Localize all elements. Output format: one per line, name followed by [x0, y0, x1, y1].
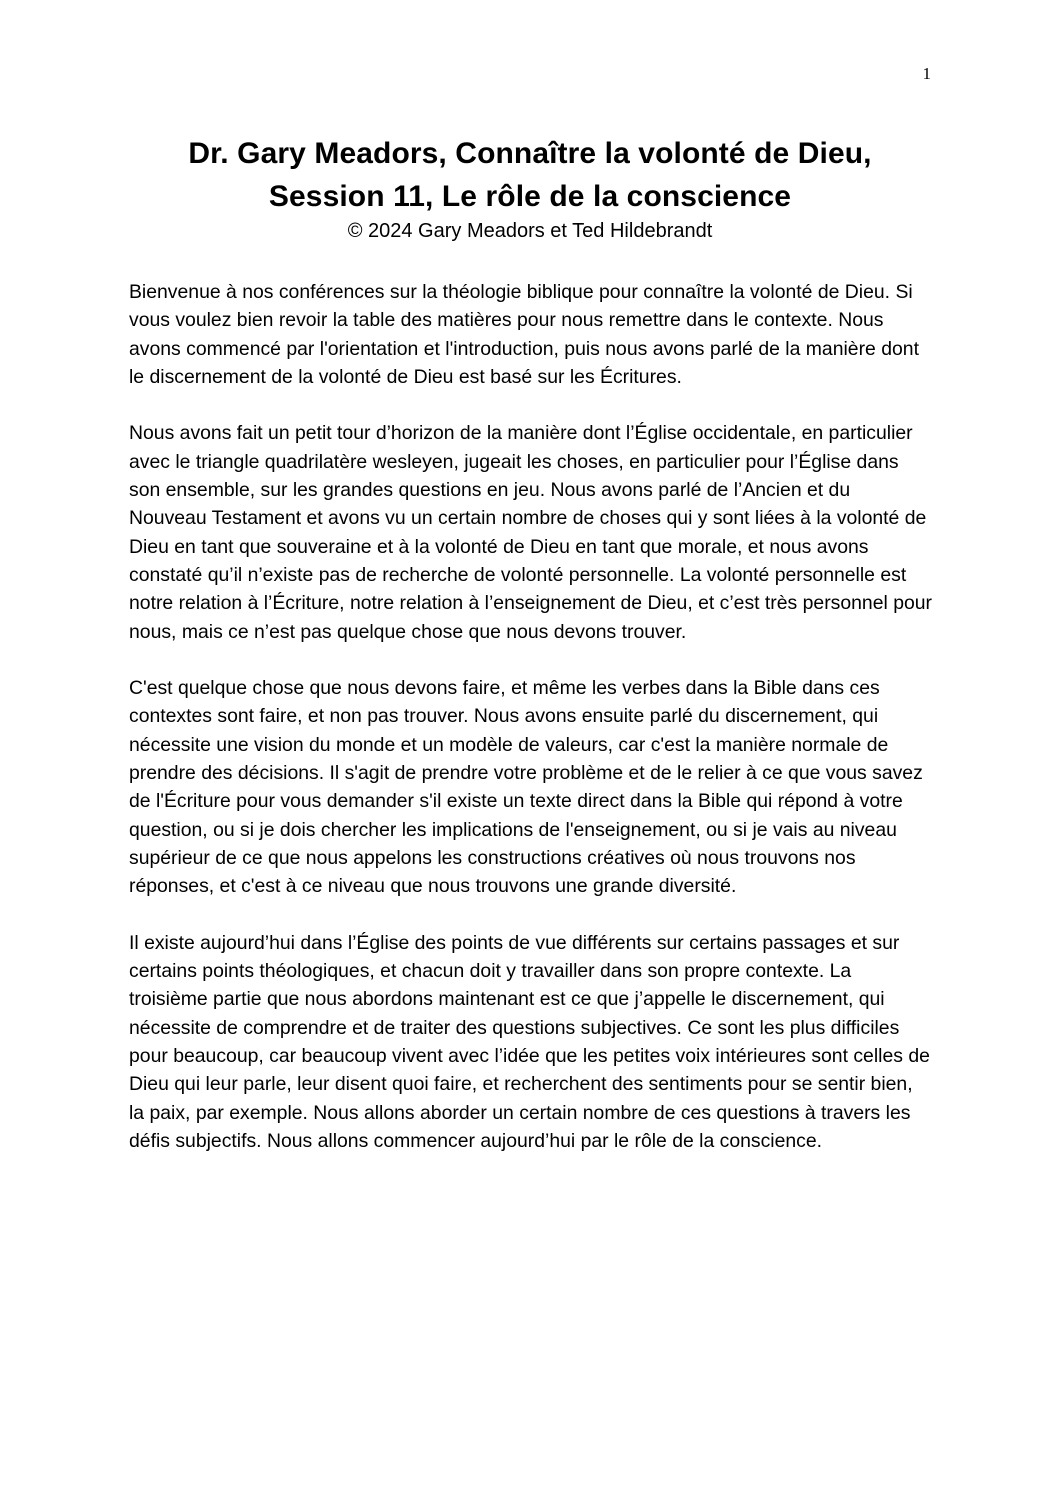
page-title-line-2: Session 11, Le rôle de la conscience — [268, 180, 792, 213]
paragraph-3: C'est quelque chose que nous devons faire, et même les verbes dans la Bible dans ces contextes sont faire, et non pas trouver. Nous avons ensuite parlé du discernement, qui nécessite une vision du monde et un modèle de valeurs, car c'est la manière normale de prendre des décisions. Il s'agit de prendre votre problème et de le relier à ce que vous savez de l'Écriture pour vous demander s'il existe un texte direct dans la Bible qui répond à votre question, ou si je dois chercher les implications de l'enseignement, ou si je vais au niveau supérieur de ce que nous appelons les constructions créatives où nous trouvons nos réponses, et c'est à ce niveau que nous trouvons une grande diversité. — [129, 677, 923, 898]
page-number: 1 — [922, 64, 931, 83]
title-block — [100, 132, 960, 244]
document-body — [129, 278, 932, 1184]
paragraph-4: Il existe aujourd’hui dans l’Église des points de vue différents sur certains passages et sur certains points théologiques, et chacun doit y travailler dans son propre contexte. La troisième partie que nous abordons maintenant est ce que j’appelle le discernement, qui nécessite de comprendre et de traiter des questions subjectives. Ce sont les plus difficiles pour beaucoup, car beaucoup vivent avec l’idée que les petites voix intérieures sont celles de Dieu qui leur parle, leur disent quoi faire, et recherchent des sentiments pour se sentir bien, la paix, par exemple. Nous allons aborder un certain nombre de ces questions à travers les défis subjectifs. Nous allons commencer aujourd’hui par le rôle de la conscience. — [129, 931, 930, 1152]
paragraph-1: Bienvenue à nos conférences sur la théologie biblique pour connaître la volonté de Dieu. Si vous voulez bien revoir la table des matières pour nous remettre dans le contexte. Nous avons commencé par l'orientation et l'introduction, puis nous avons parlé de la manière dont le discernement de la volonté de Dieu est basé sur les Écritures. — [129, 281, 919, 388]
paragraph-2: Nous avons fait un petit tour d’horizon de la manière dont l’Église occidentale, en particulier avec le triangle quadrilatère wesleyen, jugeait les choses, en particulier pour l’Église dans son ensemble, sur les grandes questions en jeu. Nous avons parlé de l’Ancien et du Nouveau Testament et avons vu un certain nombre de choses qui y sont liées à la volonté de Dieu en tant que souveraine et à la volonté de Dieu en tant que morale, et nous avons constaté qu’il n’existe pas de recherche de volonté personnelle. La volonté personnelle est notre relation à l’Écriture, notre relation à l’enseignement de Dieu, et c’est très personnel pour nous, mais ce n’est pas quelque chose que nous devons trouver. — [129, 422, 932, 643]
copyright-notice: © 2024 Gary Meadors et Ted Hildebrandt — [347, 220, 713, 242]
page-title-line-1: Dr. Gary Meadors, Connaître la volonté de Dieu, — [188, 137, 872, 170]
